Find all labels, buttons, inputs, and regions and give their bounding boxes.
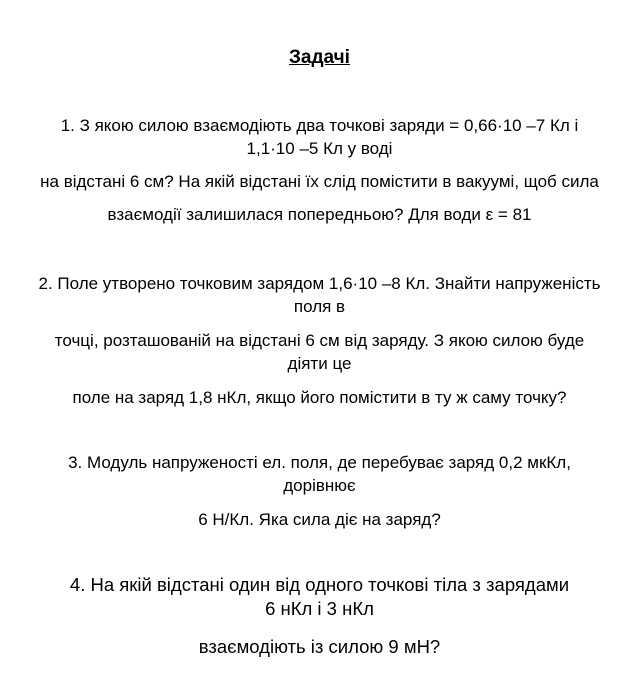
problem-2-line-3: точці, розташованій на відстані 6 см від заряду. З якою силою буде [54,331,585,350]
problem-4-line-1: 4. На якій відстані один від одного точкові тіла з зарядами [69,574,570,595]
problem-3-line-2: дорівнює [283,476,356,495]
problem-1-line-1: 1. З якою силою взаємодіють два точкові заряди = 0,66·10 –7 Кл і [60,116,579,135]
problem-1-line-2: 1,1·10 –5 Кл у воді [246,139,393,158]
problem-3-line-3: 6 Н/Кл. Яка сила діє на заряд? [198,510,441,529]
problem-4-line-2: 6 нКл і 3 нКл [265,598,374,619]
page-title: Задачі [289,47,350,68]
problem-2-line-4: діяти це [287,354,352,373]
problem-1-line-3: на відстані 6 см? На якій відстані їх слід помістити в вакуумі, щоб сила [40,172,599,191]
problem-3-line-1: 3. Модуль напруженості ел. поля, де перебуває заряд 0,2 мкКл, [68,453,571,472]
problem-2-line-2: поля в [293,297,346,316]
problem-2-line-5: поле на заряд 1,8 нКл, якщо його помістити в ту ж саму точку? [72,388,567,407]
problem-4-line-3: взаємодіють із силою 9 мН? [198,636,441,657]
problem-1-line-4: взаємодії залишилася попередньою? Для води ε = 81 [107,205,532,224]
problem-2-line-1: 2. Поле утворено точковим зарядом 1,6·10 –8 Кл. Знайти напруженість [38,274,601,293]
